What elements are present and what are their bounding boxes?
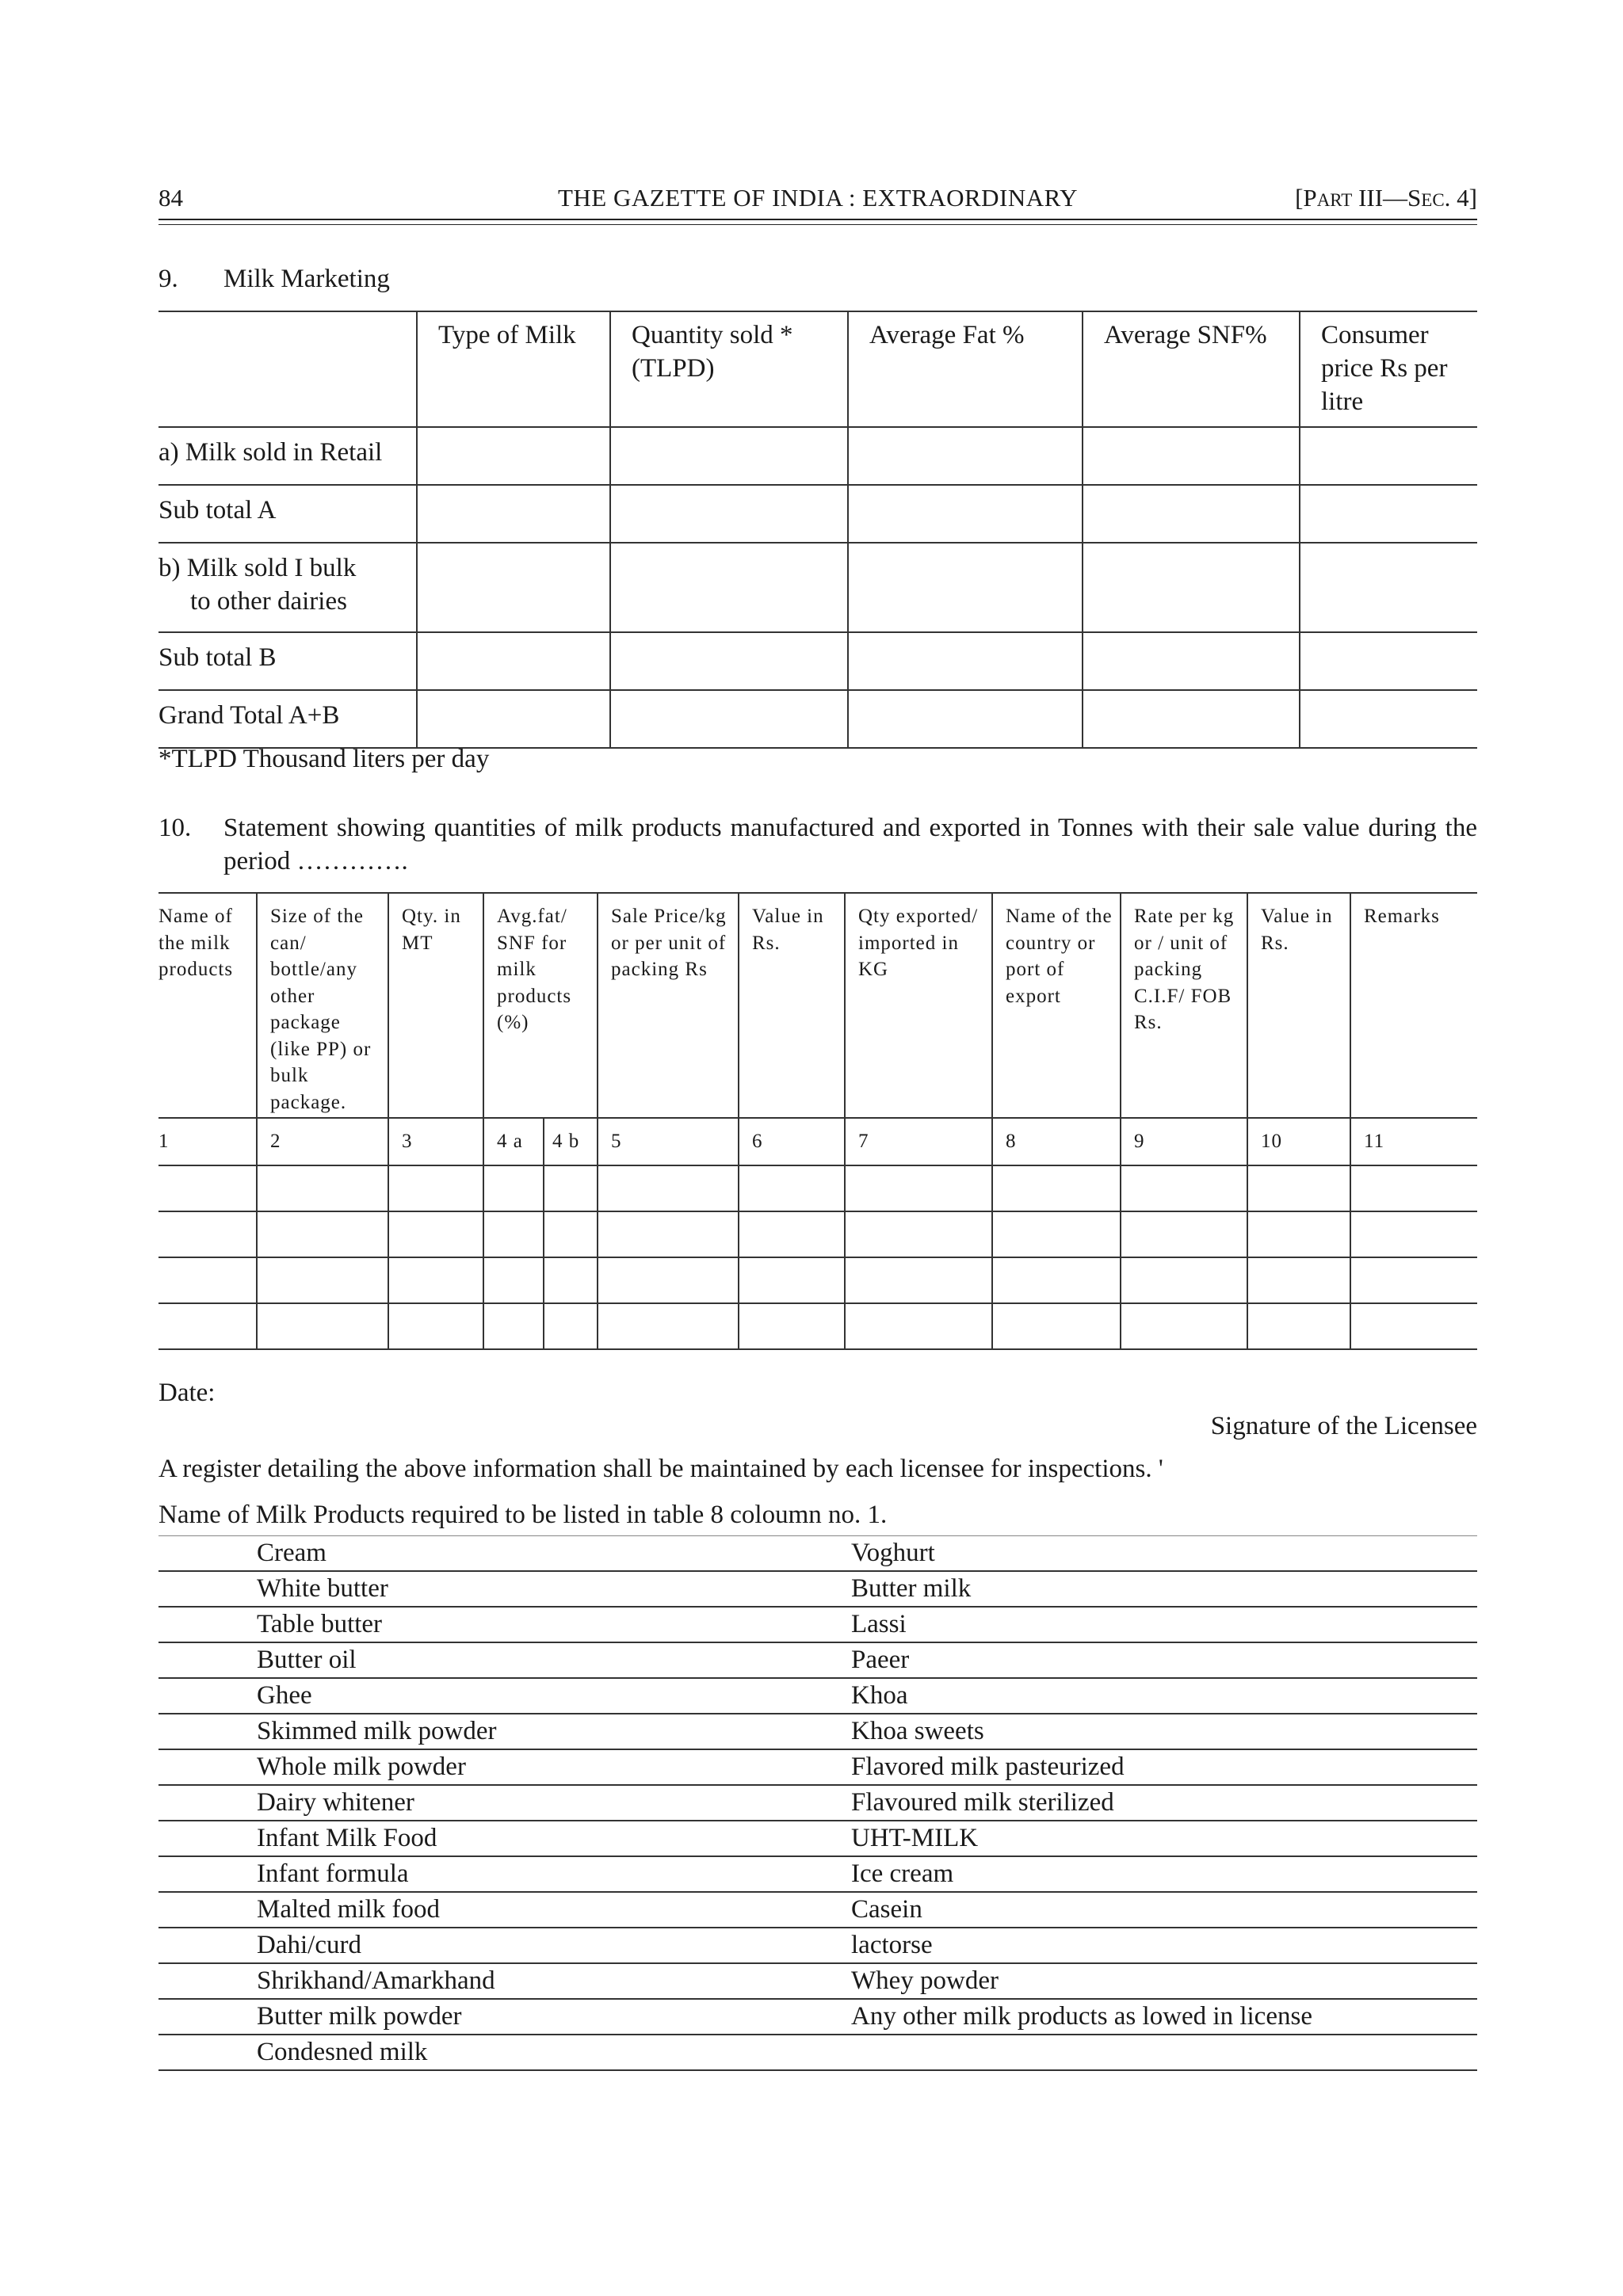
product-left: Infant formula <box>158 1856 851 1892</box>
register-note: A register detailing the above information shall be maintained by each licensee for inspections. ' <box>158 1455 1163 1483</box>
list-item <box>158 1892 1477 1928</box>
list-item <box>158 1928 1477 1963</box>
column-number-row: 1 2 3 4 a 4 b 5 6 7 8 9 10 11 <box>158 1118 1477 1165</box>
product-left: Table butter <box>158 1607 851 1642</box>
list-item <box>158 1999 1477 2035</box>
product-right: Whey powder <box>851 1963 1477 1999</box>
row-label: b) Milk sold I bulk to other dairies <box>158 543 417 632</box>
list-item <box>158 1678 1477 1714</box>
products-list-intro: Name of Milk Products required to be listed in table 8 coloumn no. 1. <box>158 1501 888 1529</box>
list-item <box>158 2035 1477 2070</box>
table-row <box>158 427 1477 485</box>
list-item <box>158 1714 1477 1749</box>
product-left: Shrikhand/Amarkhand <box>158 1963 851 1999</box>
milk-products-table <box>158 892 1477 1350</box>
product-left: Butter milk powder <box>158 1999 851 2035</box>
col-size-of-can: Size of the can/ bottle/any other package (like PP) or bulk package. <box>257 893 388 1118</box>
milk-marketing-table <box>158 311 1477 749</box>
table-row <box>158 485 1477 543</box>
empty-row <box>158 1165 1477 1211</box>
list-item <box>158 1607 1477 1642</box>
product-right: Khoa sweets <box>851 1714 1477 1749</box>
product-left: Dairy whitener <box>158 1785 851 1821</box>
product-left: Malted milk food <box>158 1892 851 1928</box>
product-right: Flavored milk pasteurized <box>851 1749 1477 1785</box>
list-item <box>158 1856 1477 1892</box>
col-average-snf: Average SNF% <box>1083 311 1300 427</box>
product-right: Flavoured milk sterilized <box>851 1785 1477 1821</box>
product-left: Condesned milk <box>158 2035 851 2070</box>
col-rate-per-kg: Rate per kg or / unit of packing C.I.F/ FOB Rs. <box>1121 893 1247 1118</box>
col-value: Value in Rs. <box>739 893 845 1118</box>
col-average-fat: Average Fat % <box>848 311 1083 427</box>
page-header <box>158 184 1477 220</box>
list-item <box>158 1821 1477 1856</box>
gazette-title: THE GAZETTE OF INDIA : EXTRAORDINARY <box>557 184 1079 212</box>
page-number: 84 <box>158 184 183 212</box>
product-right: Paeer <box>851 1642 1477 1678</box>
row-label: a) Milk sold in Retail <box>158 427 417 485</box>
list-item <box>158 1571 1477 1607</box>
col-country-port: Name of the country or port of export <box>992 893 1121 1118</box>
row-label: Sub total B <box>158 632 417 690</box>
col-type-of-milk: Type of Milk <box>417 311 610 427</box>
empty-row <box>158 1211 1477 1257</box>
table-header-row <box>158 893 1477 1118</box>
col-qty-mt: Qty. in MT <box>388 893 483 1118</box>
list-item <box>158 1749 1477 1785</box>
table-row <box>158 690 1477 748</box>
product-right: Any other milk products as lowed in license <box>851 1999 1477 2035</box>
row-label: Grand Total A+B <box>158 690 417 748</box>
list-item <box>158 1642 1477 1678</box>
list-item <box>158 1536 1477 1572</box>
product-right: Khoa <box>851 1678 1477 1714</box>
product-right: Butter milk <box>851 1571 1477 1607</box>
product-right <box>851 2035 1477 2070</box>
product-right: Lassi <box>851 1607 1477 1642</box>
product-left: Infant Milk Food <box>158 1821 851 1856</box>
product-right: UHT-MILK <box>851 1821 1477 1856</box>
col-name-milk-products: Name of the milk products <box>158 893 257 1118</box>
row-label: Sub total A <box>158 485 417 543</box>
product-left: Dahi/curd <box>158 1928 851 1963</box>
col-qty-exported: Qty exported/ imported in KG <box>845 893 992 1118</box>
table-row <box>158 632 1477 690</box>
empty-row <box>158 1257 1477 1303</box>
product-right: Casein <box>851 1892 1477 1928</box>
col-consumer-price: Consumer price Rs per litre <box>1300 311 1477 427</box>
table-header-row <box>158 311 1477 427</box>
col-remarks: Remarks <box>1350 893 1477 1118</box>
list-item <box>158 1963 1477 1999</box>
product-left: Butter oil <box>158 1642 851 1678</box>
product-left: Skimmed milk powder <box>158 1714 851 1749</box>
product-left: Ghee <box>158 1678 851 1714</box>
product-right: lactorse <box>851 1928 1477 1963</box>
tlpd-footnote: *TLPD Thousand liters per day <box>158 745 490 773</box>
table-row <box>158 543 1477 632</box>
section-9-heading: 9. Milk Marketing <box>158 265 390 293</box>
product-left: White butter <box>158 1571 851 1607</box>
col-quantity-sold: Quantity sold *(TLPD) <box>610 311 848 427</box>
empty-row <box>158 1303 1477 1349</box>
product-left: Cream <box>158 1536 851 1572</box>
product-right: Voghurt <box>851 1536 1477 1572</box>
col-value-2: Value in Rs. <box>1247 893 1350 1118</box>
product-left: Whole milk powder <box>158 1749 851 1785</box>
col-sale-price: Sale Price/kg or per unit of packing Rs <box>598 893 739 1118</box>
col-avg-fat-snf: Avg.fat/ SNF for milk products (%) <box>483 893 598 1118</box>
list-item <box>158 1785 1477 1821</box>
milk-products-list <box>158 1535 1477 2071</box>
date-label: Date: <box>158 1379 216 1407</box>
part-section: [PART III—SEC. 4] <box>1295 184 1477 212</box>
signature-line: Signature of the Licensee <box>1210 1412 1477 1440</box>
product-right: Ice cream <box>851 1856 1477 1892</box>
